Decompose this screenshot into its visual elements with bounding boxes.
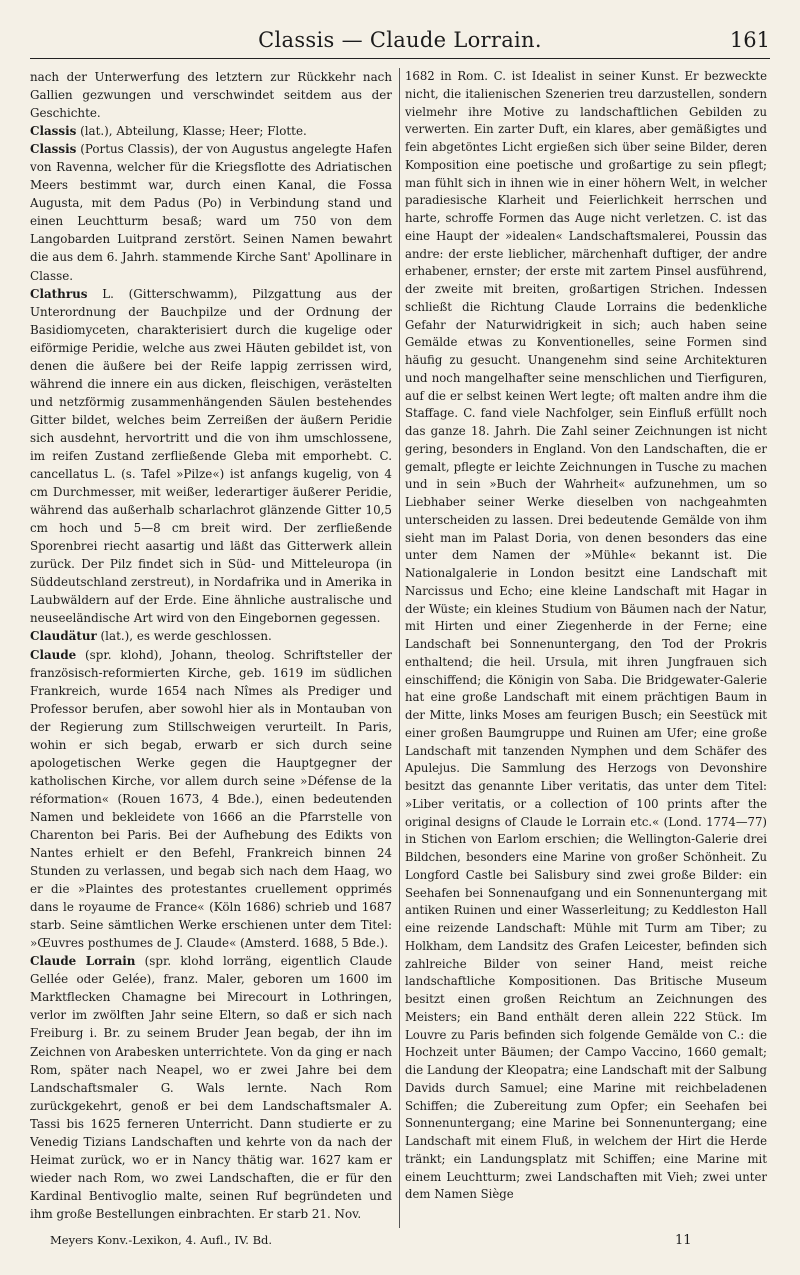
page-number: 161 <box>729 28 770 52</box>
entry-headword: Classis <box>30 124 77 139</box>
entry-paragraph <box>30 68 392 122</box>
imprint-line: Meyers Konv.-Lexikon, 4. Aufl., IV. Bd. <box>50 1233 273 1247</box>
entry-paragraph <box>30 646 392 953</box>
running-title: Classis — Claude Lorrain. <box>258 28 542 52</box>
entry-headword: Classis <box>30 142 77 157</box>
entry-text: (spr. klohd), Johann, theolog. Schriftsteller der französisch-reformierten Kirche, geb. 1619 im südlichen Frankreich, wurde 1654 nach Nîmes als Prediger und Professor berufen, aber sowohl hier als in Montauban von der Regierung zum Stillschweigen verurteilt. In Paris, wohin er sich begab, erwarb er sich durch seine apologetischen Werke gegen die Hauptgegner der katholischen Kirche, vor allem durch seine »Défense de la réformation« (Rouen 1673, 4 Bde.), einen bedeutenden Namen und bekleidete von 1666 an die Pfarrstelle von Charenton bei Paris. Bei der Aufhebung des Edikts von Nantes erhielt er den Befehl, Frankreich binnen 24 Stunden zu verlassen, und begab sich nach dem Haag, wo er die »Plaintes des protestantes cruellement opprimés dans le royaume de France« (Köln 1686) schrieb und 1687 starb. Seine sämtlichen Werke erschienen unter dem Titel: »Œuvres posthumes de J. Claude« (Amsterd. 1688, 5 Bde.). <box>30 647 392 951</box>
left-column <box>30 68 392 1228</box>
entry-paragraph <box>30 140 392 284</box>
entry-text: (lat.), es werde geschlossen. <box>96 629 272 644</box>
entry-paragraph <box>405 68 767 1204</box>
column-divider <box>399 68 400 1228</box>
running-header <box>30 26 770 59</box>
entry-paragraph <box>30 627 392 645</box>
entry-headword: Claudätur <box>30 629 97 644</box>
entry-text: 1682 in Rom. C. ist Idealist in seiner Kunst. Er bezweckte nicht, die italienischen Szenerien treu darzustellen, sondern vielmehr ihre Motive zu landschaftlichen Gebilden zu verwerten. Ein zarter Duft, ein klares, aber gemäßigtes und fein abgetöntes Licht ergießen sich über seine Bilder, deren Komposition eine poetische und großartige zu sein pflegt; man fühlt sich in ihnen wie in einer höhern Welt, in welcher paradiesische Klarheit und Feierlichkeit herrschen und harte, schroffe Formen das Auge nicht verletzen. C. ist das eine Haupt der »idealen« Landschaftsmalerei, Poussin das andre: der erste lieblicher, märchenhaft duftiger, der andre erhabener, ernster; der erste mit zartem Pinsel ausführend, der zweite mit breiten, großartigen Strichen. Indessen schließt die Richtung Claude Lorrains die bedenkliche Gefahr der Naturwidrigkeit in sich; auch haben seine Gemälde etwas zu Konventionelles, seine Formen sind häufig zu gesucht. Unangenehm sind seine Architekturen und noch mangelhafter seine menschlichen und Tierfiguren, auf die er selbst keinen Wert legte; oft malten andre ihm die Staffage. C. fand viele Nachfolger, sein Einfluß erfüllt noch das ganze 18. Jahrh. Die Zahl seiner Zeichnungen ist nicht gering, besonders in England. Von den Landschaften, die er gemalt, pflegte er leichte Zeichnungen in Tusche zu machen und in sein »Buch der Wahrheit« aufzunehmen, um so Liebhaber seiner Werke dieselben von nachgeahmten unterscheiden zu lassen. Drei bedeutende Gemälde von ihm sieht man im Palast Doria, von denen besonders das eine unter dem Namen der »Mühle« bekannt ist. Die Nationalgalerie in London besitzt eine Landschaft mit Narcissus und Echo; eine kleine Landschaft mit Hagar in der Wüste; ein kleines Studium von Bäumen nach der Natur, mit Hirten und einer Ziegenherde in der Ferne; eine Landschaft bei Sonnenuntergang, den Tod der Prokris enthaltend; die heil. Ursula, mit ihren Jungfrauen sich einschiffend; die Königin von Saba. Die Bridgewater-Galerie hat eine große Landschaft mit einem prächtigen Baum in der Mitte, links Moses am feurigen Busch; ein Seestück mit einer großen Baumgruppe und Ruinen am Ufer; eine große Landschaft mit tanzenden Nymphen und dem Schäfer des Apulejus. Die Sammlung des Herzogs von Devonshire besitzt das genannte Liber veritatis, das unter dem Titel: »Liber veritatis, or a collection of 100 prints after the original designs of Claude le Lorrain etc.« (Lond. 1774—77) in Stichen von Earlom erschien; die Wellington-Galerie drei Bildchen, besonders eine Marine von großer Schönheit. Zu Longford Castle bei Salisbury sind zwei große Bilder: ein Seehafen bei Sonnenaufgang und ein Sonnenuntergang mit antiken Ruinen und einer Wasserleitung; zu Keddleston Hall eine reizende Landschaft: Mühle mit Turm am Tiber; zu Holkham, dem Landsitz des Grafen Leicester, befinden sich zahlreiche Bilder von seiner Hand, meist reiche landschaftliche Kompositionen. Das Britische Museum besitzt einen großen Reichtum an Zeichnungen des Meisters; ein Band enthält deren allein 222 Stück. Im Louvre zu Paris befinden sich folgende Gemälde von C.: die Hochzeit unter Bäumen; der Campo Vaccino, 1660 gemalt; die Landung der Kleopatra; eine Landschaft mit der Salbung Davids durch Samuel; eine Marine mit reichbeladenen Schiffen; die Zubereitung zum Opfer; ein Seehafen bei Sonnenuntergang; eine Marine bei Sonnenuntergang; eine Landschaft mit einem Fluß, in welchem der Hirt die Herde tränkt; ein Landungsplatz mit Schiffen; eine Marine mit einem Leuchtturm; zwei Landschaften mit Vieh; zwei unter dem Namen Siège <box>405 69 767 1202</box>
entry-headword: Claude Lorrain <box>30 954 136 969</box>
entry-paragraph <box>30 952 392 1223</box>
entry-headword: Claude <box>30 647 77 662</box>
entry-headword: Clathrus <box>30 286 88 301</box>
right-column <box>405 68 767 1228</box>
signature-mark: 11 <box>675 1233 692 1248</box>
entry-text: (spr. klohd lorräng, eigentlich Claude Gellée oder Gelée), franz. Maler, geboren um 1600 im Marktflecken Chamagne bei Mirecourt in Lothringen, verlor im zwölften Jahr seine Eltern, so daß er sich nach Freiburg i. Br. zu seinem Bruder Jean begab, der ihn im Zeichnen von Arabesken unterrichtete. Von da ging er nach Rom, später nach Neapel, wo er zwei Jahre bei dem Landschaftsmaler G. Wals lernte. Nach Rom zurückgekehrt, genoß er bei dem Landschaftsmaler A. Tassi bis 1625 ferneren Unterricht. Dann studierte er zu Venedig Tizians Landschaften und kehrte von da nach der Heimat zurück, wo er in Nancy thätig war. 1627 kam er wieder nach Rom, wo zwei Landschaften, die er für den Kardinal Bentivoglio malte, seinen Ruf begründeten und ihm große Bestellungen einbrachten. Er starb 21. Nov. <box>30 954 392 1221</box>
entry-paragraph <box>30 285 392 628</box>
entry-text: nach der Unterwerfung des letztern zur Rückkehr nach Gallien gezwungen und verschwindet seitdem aus der Geschichte. <box>30 70 392 121</box>
entry-text: (Portus Classis), der von Augustus angelegte Hafen von Ravenna, welcher für die Kriegsflotte des Adriatischen Meers bestimmt war, durch einen Kanal, die Fossa Augusta, mit dem Padus (Po) in Verbindung stand und einen Leuchtturm besaß; ward um 750 von dem Langobarden Luitprand zerstört. Seinen Namen bewahrt die aus dem 6. Jahrh. stammende Kirche Sant' Apollinare in Classe. <box>30 142 392 283</box>
entry-paragraph <box>30 122 392 140</box>
entry-text: L. (Gitterschwamm), Pilzgattung aus der Unterordnung der Bauchpilze und der Ordnung der Basidiomyceten, charakterisiert durch die kugelige oder eiförmige Peridie, welche aus zwei Häuten gebildet ist, von denen die äußere bei der Reife lappig zerrissen wird, während die innere ein aus dicken, fleischigen, verästelten und netzförmig zusammenhängenden Säulen bestehendes Gitter bildet, welches beim Zerreißen der äußern Peridie sich ausdehnt, hervortritt und die von ihm umschlossene, im reifen Zustand zerfließende Gleba mit emporhebt. C. cancellatus L. (s. Tafel »Pilze«) ist anfangs kugelig, von 4 cm Durchmesser, mit weißer, lederartiger äußerer Peridie, während das außerhalb scharlachrot glänzende Gitter 10,5 cm hoch und 5—8 cm breit wird. Der zerfließende Sporenbrei riecht aasartig und läßt das Gitterwerk allein zurück. Der Pilz findet sich in Süd- und Mitteleuropa (in Süddeutschland zerstreut), in Nordafrika und in Amerika in Laubwäldern auf der Erde. Eine ähnliche australische und neuseeländische Art wird von den Eingebornen gegessen. <box>30 286 392 626</box>
entry-text: (lat.), Abteilung, Klasse; Heer; Flotte. <box>76 124 307 139</box>
